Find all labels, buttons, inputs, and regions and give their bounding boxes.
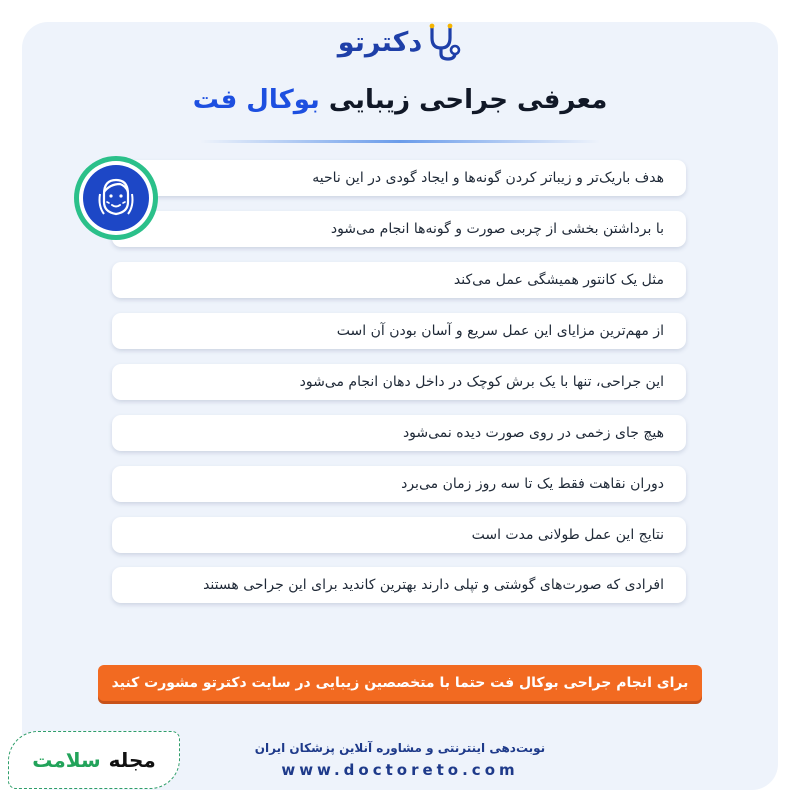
title-accent: بوکال فت [192,85,320,115]
avatar-core [83,165,149,231]
list-item: مثل یک کانتور همیشگی عمل می‌کند [112,262,686,298]
list-item: دوران نقاهت فقط یک تا سه روز زمان می‌برد [112,466,686,502]
face-avatar-badge [74,156,158,240]
list-item: از مهم‌ترین مزایای این عمل سریع و آسان بودن آن است [112,313,686,349]
list-item: هیچ جای زخمی در روی صورت دیده نمی‌شود [112,415,686,451]
brand-name: دکترتو [337,26,423,58]
magazine-badge [8,731,180,789]
list-item: افرادی که صورت‌های گوشتی و تپلی دارند بهترین کاندید برای این جراحی هستند [112,567,686,603]
face-with-cheeks-icon [92,172,140,224]
list-item: با برداشتن بخشی از چربی صورت و گونه‌ها انجام می‌شود [112,211,686,247]
website-link[interactable]: www.doctoreto.com [281,761,519,779]
magazine-accent: سلامت [32,748,101,772]
title-main: معرفی جراحی زیبایی [328,85,608,115]
list-item: این جراحی، تنها با یک برش کوچک در داخل دهان انجام می‌شود [112,364,686,400]
consult-cta-banner[interactable]: برای انجام جراحی بوکال فت حتما با متخصصین زیبایی در سایت دکترتو مشورت کنید [98,665,702,701]
avatar-ring [79,161,153,235]
list-item: هدف باریک‌تر و زیباتر کردن گونه‌ها و ایجاد گودی در این ناحیه [112,160,686,196]
list-item: نتایج این عمل طولانی مدت است [112,517,686,553]
footer-tagline: نوبت‌دهی اینترنتی و مشاوره آنلاین پزشکان ایران [254,741,546,755]
magazine-word: مجله [108,748,156,772]
